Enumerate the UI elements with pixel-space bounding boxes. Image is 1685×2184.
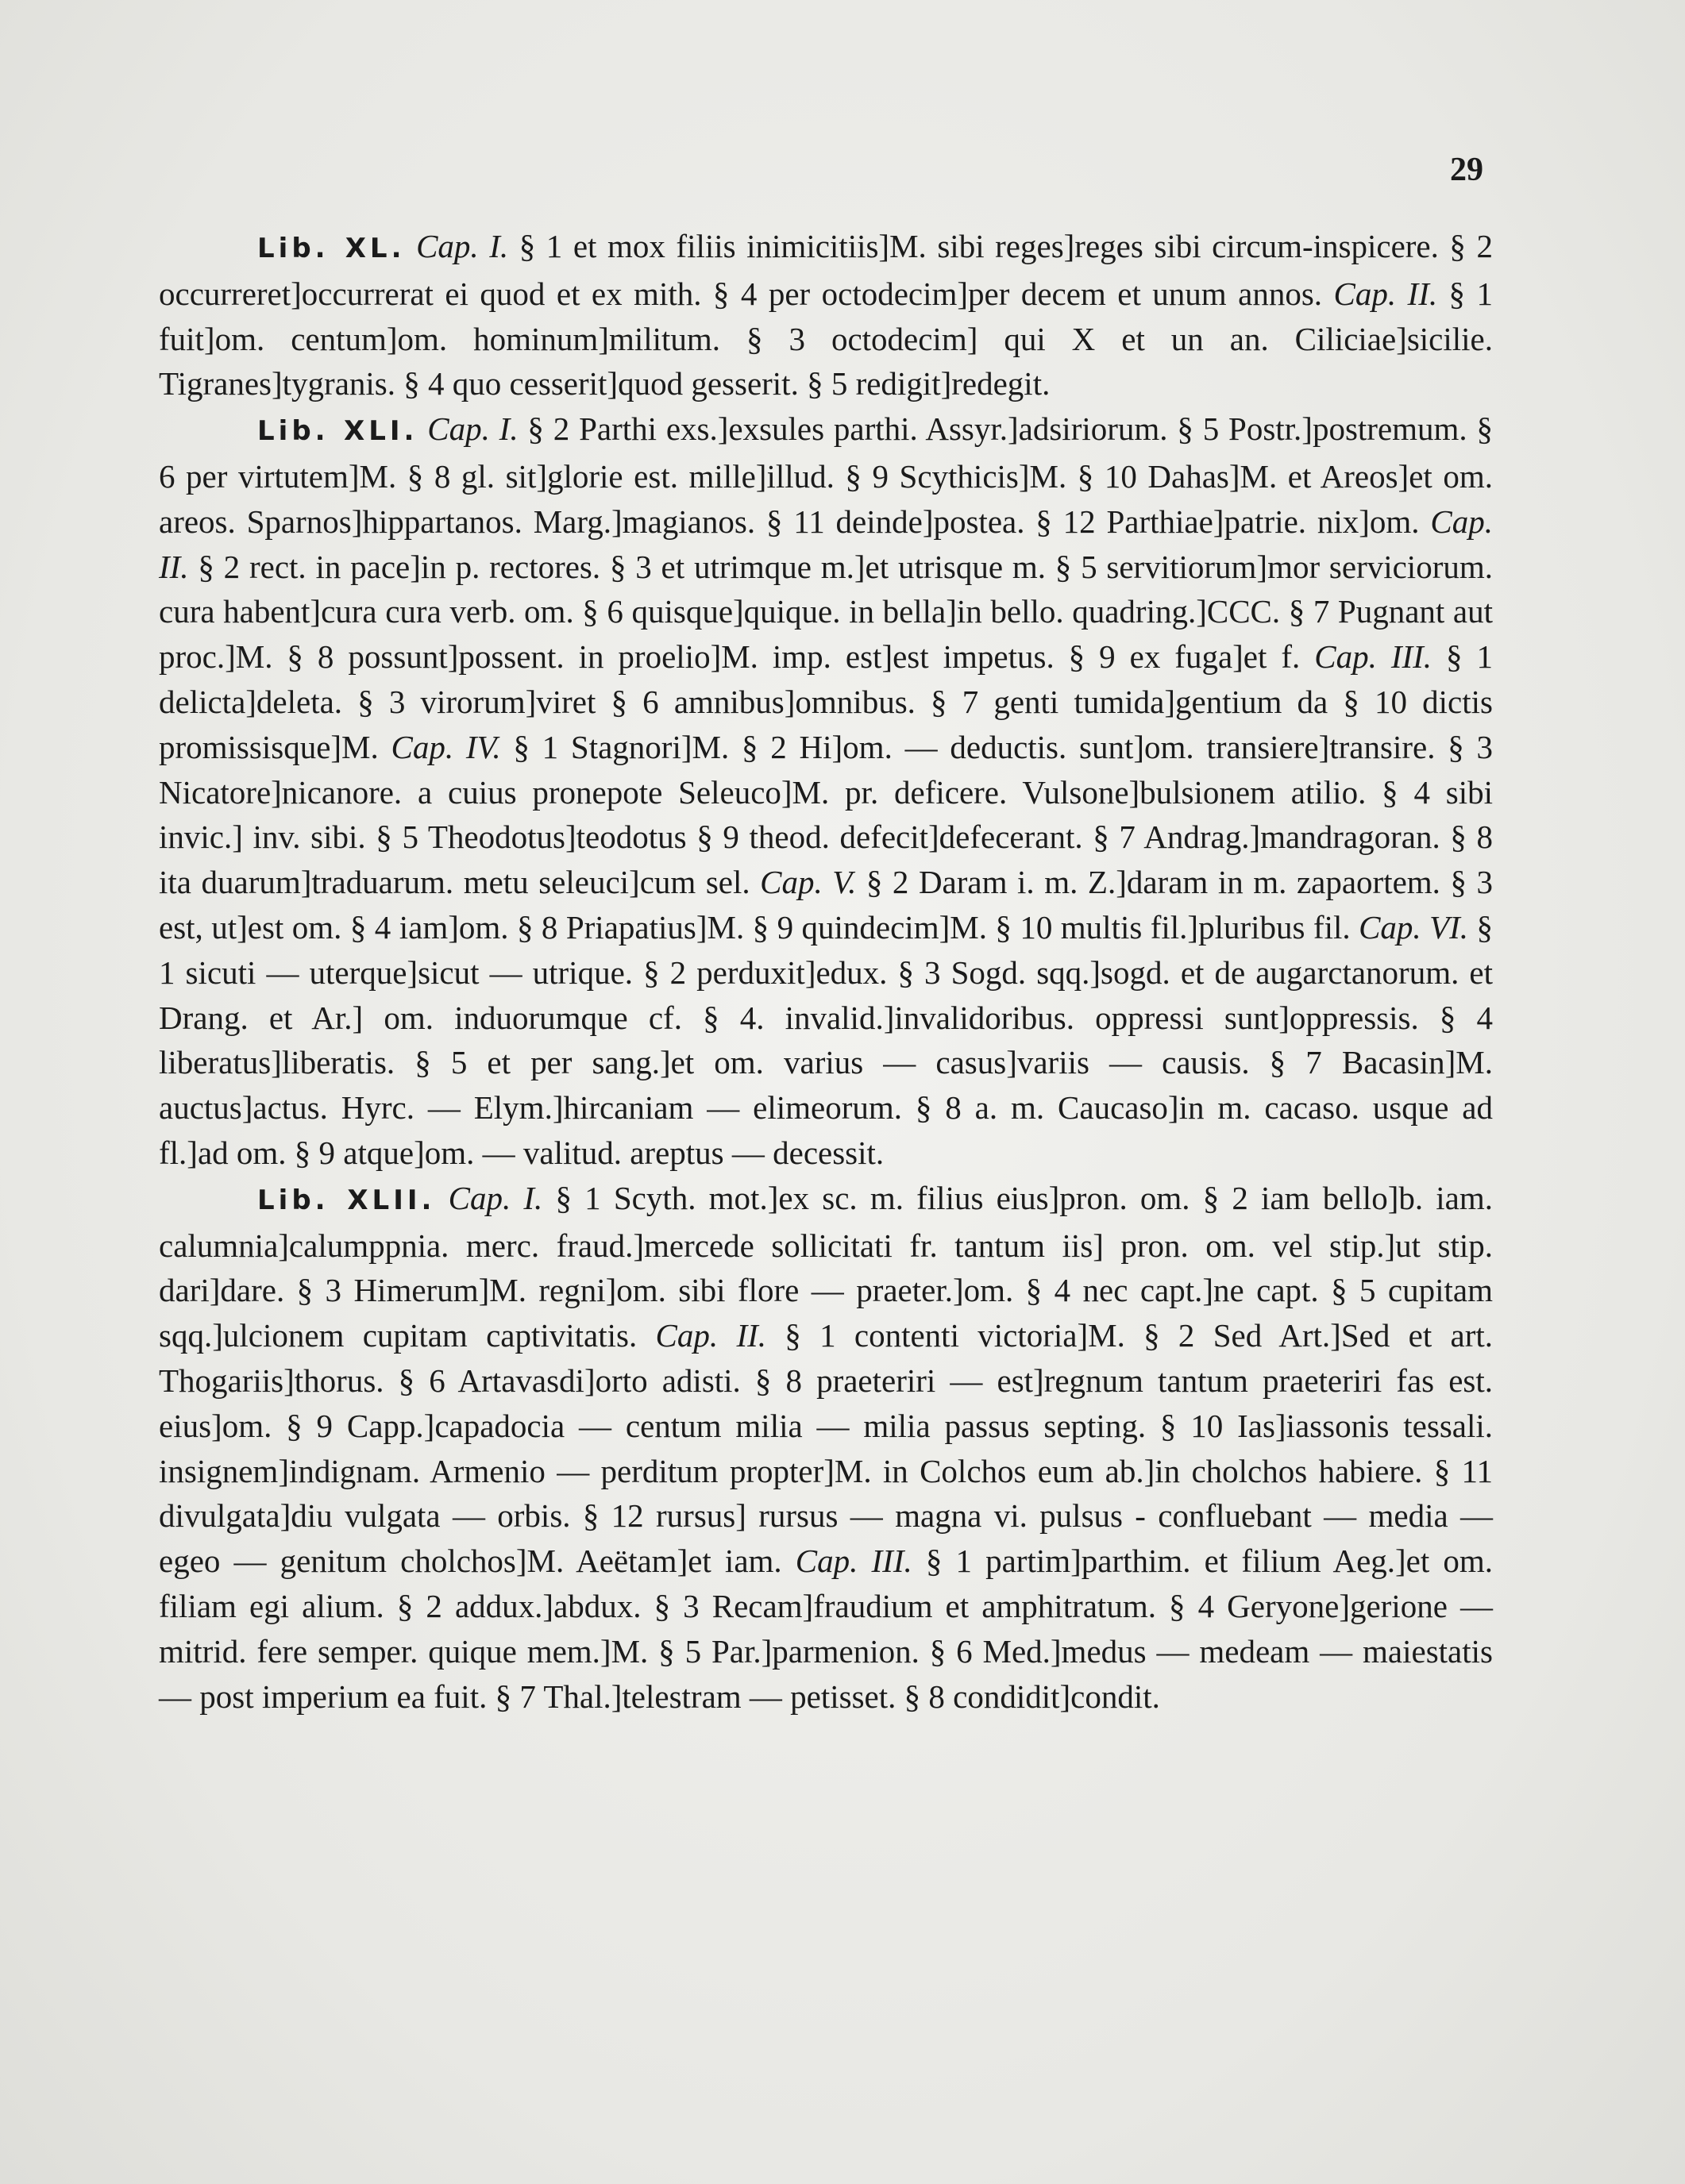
book-paragraph [159,406,1493,1176]
text-body [159,224,1493,1719]
variant-readings: § 1 partim]parthim. et filium Aeg.]et om. filiam egi alium. § 2 addux.]abdux. § 3 Recam]fraudium et amphitratum. § 4 Geryone]gerione — mitrid. fere semper. quique mem.]M. § 5 Par.]parmenion. § 6 Med.]medus — medeam — maiestatis — post imperium ea fuit. § 7 Thal.]telestram — petisset. § 8 condidit]condit. [159,1543,1494,1715]
variant-readings: § 1 sicuti — uterque]sicut — utrique. § 2 perduxit]edux. § 3 Sogd. sqq.]sogd. et de augarctanorum. et Drang. et Ar.] om. induorumque cf. § 4. invalid.]invalidoribus. oppressi sunt]oppressis. § 4 liberatus]liberatis. § 5 et per sang.]et om. varius — casus]variis — causis. § 7 Bacasin]M. auctus]actus. Hyrc. — Elym.]hircaniam — elimeorum. § 8 a. m. Caucaso]in m. cacaso. usque ad fl.]ad om. § 9 atque]om. — valitud. areptus — decessit. [159,908,1494,1171]
chapter-heading: Cap. V. [760,864,857,901]
chapter-heading: Cap. I. [448,1179,543,1216]
variant-readings: § 2 Parthi exs.]exsules parthi. Assyr.]adsiriorum. § 5 Postr.]postremum. § 6 per virtutem]M. § 8 gl. sit]glorie est. mille]illud. § 9 Scythicis]M. § 10 Dahas]M. et Areos]et om. areos. Sparnos]hippartanos. Marg.]magianos. § 11 deinde]postea. § 12 Parthiae]patrie. nix]om. [159,410,1494,540]
book-label: Lib. XL. [257,233,406,264]
page-number: 29 [1450,152,1483,188]
chapter-heading: Cap. II. [159,503,1493,585]
chapter-heading: Cap. III. [1314,638,1432,676]
chapter-heading: Cap. IV. [391,728,501,765]
variant-readings: § 1 Scyth. mot.]ex sc. m. filius eius]pron. om. § 2 iam bello]b. iam. calumnia]calumppnia. merc. fraud.]mercede sollicitati fr. tantum iis] pron. om. vel stip.]ut stip. dari]dare. § 3 Himerum]M. regni]om. sibi flore — praeter.]om. § 4 nec capt.]ne capt. § 5 cupitam sqq.]ulcionem cupitam captivitatis. [159,1179,1494,1354]
book-label: Lib. XLII. [257,1184,436,1216]
chapter-heading: Cap. II. [1333,275,1438,312]
variant-readings: § 1 fuit]om. centum]om. hominum]militum. § 3 octodecim] qui X et un an. Ciliciae]sicilie. Tigranes]tygranis. § 4 quo cesserit]quod gesserit. § 5 redigit]redegit. [159,275,1494,403]
variant-readings: § 1 delicta]deleta. § 3 virorum]viret § 6 amnibus]omnibus. § 7 genti tumida]gentium da § 10 dictis promissisque]M. [159,638,1493,765]
variant-readings: § 2 rect. in pace]in p. rectores. § 3 et utrimque m.]et utrisque m. § 5 servitiorum]mor serviciorum. cura habent]cura cura verb. om. § 6 quisque]quique. in bella]in bello. quadring.]CCC. § 7 Pugnant aut proc.]M. § 8 possunt]possent. in proelio]M. imp. est]est impetus. § 9 ex fuga]et f. [159,548,1493,676]
chapter-heading: Cap. VI. [1359,908,1469,946]
chapter-heading: Cap. I. [427,410,519,448]
chapter-heading: Cap. II. [655,1317,766,1354]
book-label: Lib. XLI. [257,415,418,448]
book-paragraph [159,224,1493,406]
chapter-heading: Cap. III. [795,1543,912,1580]
variant-readings: § 1 Stagnori]M. § 2 Hi]om. — deductis. sunt]om. transiere]transire. § 3 Nicatore]nicanore. a cuius pronepote Seleuco]M. pr. deficere. Vulsone]bulsionem atilio. § 4 sibi invic.] inv. sibi. § 5 Theodotus]teodotus § 9 theod. defecit]defecerant. § 7 Andrag.]mandragoran. § 8 ita duarum]traduarum. metu seleuci]cum sel. [159,728,1493,901]
variant-readings: § 1 contenti victoria]M. § 2 Sed Art.]Sed et art. Thogariis]thorus. § 6 Artavasdi]orto adisti. § 8 praeteriri — est]regnum tantum praeteriri fas est. eius]om. § 9 Capp.]capadocia — centum milia — milia passus septing. § 10 Ias]iassonis tessali. insignem]indignam. Armenio — perditum propter]M. in Colchos eum ab.]in cholchos habiere. § 11 divulgata]diu vulgata — orbis. § 12 rursus] rursus — magna vi. pulsus - confluebant — media — egeo — genitum cholchos]M. Aeëtam]et iam. [159,1317,1493,1580]
variant-readings: § 2 Daram i. m. Z.]daram in m. zapaortem. § 3 est, ut]est om. § 4 iam]om. § 8 Priapatius]M. § 9 quindecim]M. § 10 multis fil.]pluribus fil. [159,864,1494,946]
chapter-heading: Cap. I. [416,228,509,264]
book-paragraph [159,1176,1493,1720]
variant-readings: § 1 et mox filiis inimicitiis]M. sibi reges]reges sibi circum-inspicere. § 2 occurreret]occurrerat ei quod et ex mith. § 4 per octodecim]per decem et unum annos. [159,228,1493,312]
